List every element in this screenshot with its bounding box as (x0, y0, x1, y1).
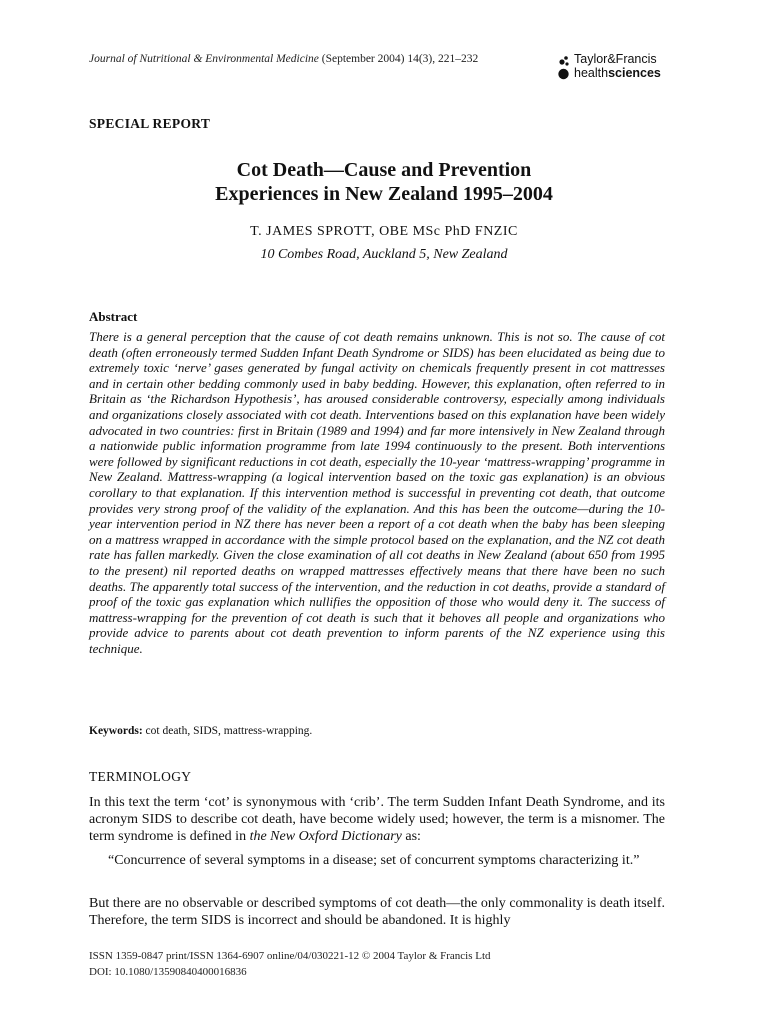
abstract-heading: Abstract (89, 309, 138, 324)
journal-issue: (September 2004) 14(3), 221–232 (318, 53, 479, 65)
author: T. JAMES SPROTT, OBE MSc PhD FNZIC (250, 224, 518, 239)
publisher-name: Taylor&Francis (574, 52, 657, 66)
title-line-1: Cot Death—Cause and Prevention (236, 159, 532, 181)
keywords-label: Keywords: (89, 725, 143, 737)
abstract-text: There is a general perception that the cause of cot death remains unknown. This is not so. The cause of cot death (often erroneously termed Sudden Infant Death Syndrome or SIDS) has been elucidated as being due to extremely toxic ‘nerve’ gases generated by fungal activity on chemicals frequently present in cot mattresses and in certain other bedding commonly used in baby bedding. However, this explanation, often referred to in Britain as ‘the Richardson Hypothesis’, has aroused considerable controversy, especially among individuals and organizations closely associated with cot death. Interventions based on this explanation have been widely advocated in two countries: first in Britain (1989 and 1994) and far more intensively in New Zealand through a nationwide public information programme from late 1994 continuously to the present. Both interventions were followed by significant reductions in cot death, especially the 10-year ‘mattress-wrapping’ programme in New Zealand. Mattress-wrapping (a logical intervention based on the toxic gas explanation) is an obvious corollary to that explanation. If this intervention method is successful in preventing cot death, that outcome provides very strong proof of the validity of the explanation. And this has been the outcome—during the 10-year intervention period in NZ there has never been a report of a cot death when the baby has been sleeping on a mattress wrapped in accordance with the simple protocol based on the explanation, and the NZ cot death rate has fallen markedly. Given the close examination of all cot deaths in New Zealand (about 650 from 1995 to the present) nil reported deaths on wrapped mattresses effectively means that there have been no such deaths. The apparently total success of the intervention, and the reduction in cot deaths, provide a standard of proof of the toxic gas explanation which nullifies the opposition of those who would deny it. The success of mattress-wrapping for the prevention of cot death is such that it behoves all people and organizations who provide advice to parents about cot death prevention to inform parents of the NZ experience using this technique. (89, 329, 665, 656)
keywords (89, 725, 312, 737)
journal-citation (89, 53, 478, 65)
keywords-value: cot death, SIDS, mattress-wrapping. (142, 725, 313, 737)
publisher-division-b: sciences (608, 66, 661, 80)
para1-text-c: as: (401, 829, 421, 844)
body-paragraph-2: But there are no observable or described symptoms of cot death—the only commonality is death itself. Therefore, the term SIDS is incorrect and should be abandoned. It is highly (89, 896, 665, 928)
publisher-division-a: health (574, 66, 609, 80)
journal-name: Journal of Nutritional & Environmental Medicine (89, 53, 319, 65)
author-address: 10 Combes Road, Auckland 5, New Zealand (260, 247, 508, 262)
para1-text-a: In this text the term ‘cot’ is synonymous with ‘crib’. The term Sudden Infant Death Syndrome, and its acronym SIDS to describe cot death, have become widely used; however, the term is a misnomer. The term syndrome is defined in (89, 795, 665, 844)
body-paragraph-1 (89, 794, 665, 845)
block-quote: “Concurrence of several symptoms in a disease; set of concurrent symptoms characterizing it.” (108, 853, 640, 868)
taylor-francis-logo-icon (558, 54, 572, 82)
section-heading: TERMINOLOGY (89, 769, 192, 784)
title-line-2: Experiences in New Zealand 1995–2004 (215, 183, 553, 205)
publisher-logo (558, 52, 678, 84)
section-label: SPECIAL REPORT (89, 116, 211, 131)
dictionary-reference: the New Oxford Dictionary (249, 829, 402, 844)
paper-title (89, 158, 679, 206)
issn-line: ISSN 1359-0847 print/ISSN 1364-6907 online/04/030221-12 © 2004 Taylor & Francis Ltd (89, 950, 491, 962)
doi-line: DOI: 10.1080/13590840400016836 (89, 966, 247, 978)
publisher-division (574, 66, 661, 80)
